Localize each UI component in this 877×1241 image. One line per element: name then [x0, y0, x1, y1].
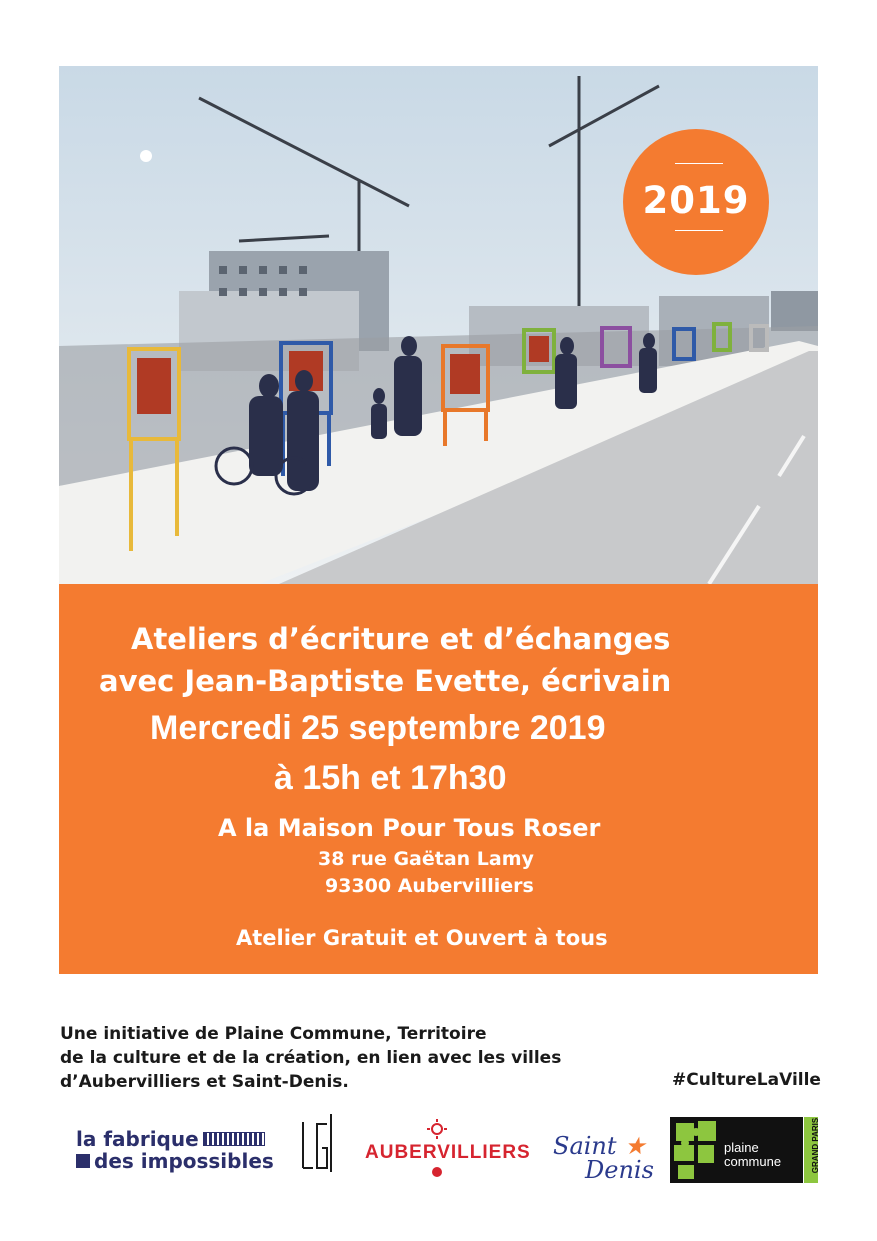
plaine-word: plaine: [724, 1140, 759, 1155]
initiative-line: Une initiative de Plaine Commune, Territoire: [60, 1024, 487, 1044]
badge-year: 2019: [642, 179, 750, 222]
event-title-line1: Ateliers d’écriture et d’échanges: [131, 622, 671, 656]
fabrique-square-icon: [76, 1154, 90, 1168]
event-note: Atelier Gratuit et Ouvert à tous: [236, 926, 608, 950]
lg-mark-icon: [297, 1110, 337, 1180]
event-banner: [59, 584, 818, 974]
event-title-line2: avec Jean-Baptiste Evette, écrivain: [99, 664, 672, 698]
commune-word: commune: [724, 1154, 782, 1169]
puzzle-icon: [672, 1117, 722, 1183]
plaine-commune-box: [670, 1117, 803, 1183]
initiative-line: de la culture et de la création, en lien avec les villes: [60, 1048, 562, 1068]
fabrique-line1: la fabrique: [76, 1127, 199, 1151]
fabrique-logo: [76, 1128, 274, 1172]
grand-paris-label: GRAND PARIS: [811, 1117, 821, 1174]
grand-paris-strip: [804, 1117, 821, 1183]
event-time: à 15h et 17h30: [274, 759, 507, 797]
fabrique-pattern: [203, 1132, 265, 1146]
hashtag: #CultureLaVille: [672, 1070, 821, 1090]
badge-rule-bottom: [675, 230, 723, 231]
saint-denis-logo: [553, 1132, 654, 1184]
aubervilliers-wordmark: AUBERVILLIERS: [365, 1142, 531, 1163]
star-icon: ★: [624, 1132, 646, 1160]
denis-word: Denis: [585, 1156, 654, 1184]
year-badge: [623, 129, 769, 275]
event-venue: A la Maison Pour Tous Roser: [218, 814, 601, 842]
event-date: Mercredi 25 septembre 2019: [150, 709, 606, 747]
aubervilliers-logo: [365, 1118, 531, 1182]
badge-rule-top: [675, 163, 723, 164]
venue-city: 93300 Aubervilliers: [325, 875, 534, 897]
plaine-commune-logo: [670, 1117, 821, 1183]
fabrique-line2: des impossibles: [94, 1149, 274, 1173]
initiative-text: [60, 1022, 561, 1094]
saint-word: Saint: [553, 1132, 617, 1160]
hero-illustration: [59, 66, 818, 584]
venue-street: 38 rue Gaëtan Lamy: [318, 848, 534, 870]
lg-logo: [297, 1110, 337, 1180]
initiative-line: d’Aubervilliers et Saint-Denis.: [60, 1072, 349, 1092]
